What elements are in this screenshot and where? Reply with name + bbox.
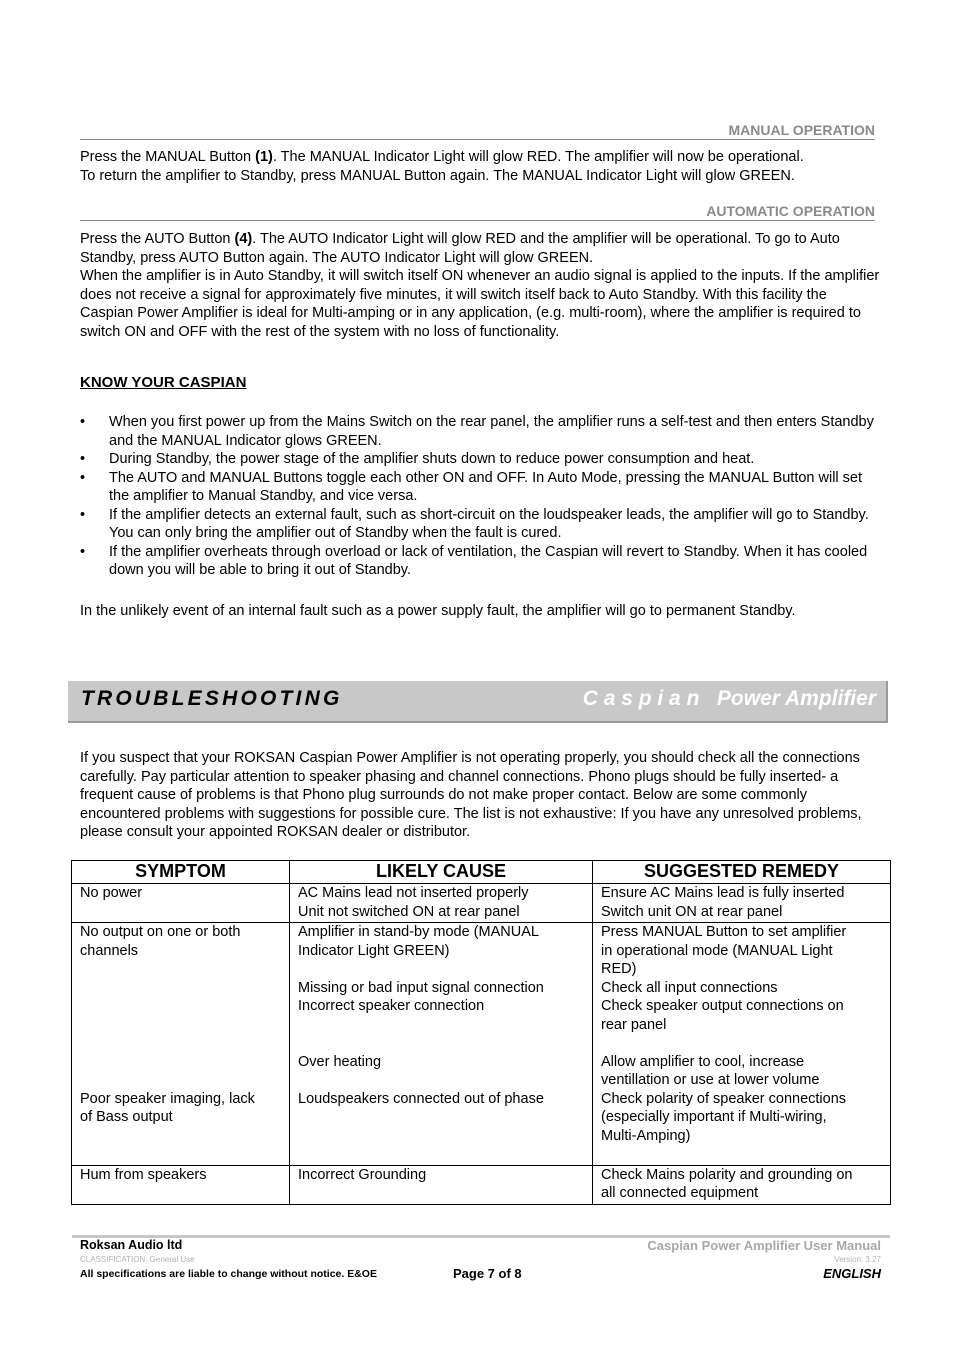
list-item (80, 413, 880, 450)
cell-line: Check all input connections (601, 979, 778, 996)
cell-symptom (72, 923, 290, 1166)
bullet-icon: • (80, 469, 86, 486)
footer-language: ENGLISH (823, 1266, 881, 1281)
bullet-icon: • (80, 414, 86, 430)
cell-line: Allow amplifier to cool, increase (601, 1053, 805, 1070)
cell-line: ventillation or use at lower volume (601, 1072, 820, 1088)
table-row (72, 1165, 891, 1204)
know-your-caspian-list (80, 413, 880, 580)
banner-title: TROUBLESHOOTING (81, 687, 343, 710)
auto-button-number: (4) (234, 231, 253, 247)
cell-line (80, 1016, 285, 1035)
cell-line (601, 1034, 886, 1053)
cell-line: Check Mains polarity and grounding on (601, 1166, 853, 1183)
cell-line: Loudspeakers connected out of phase (298, 1090, 544, 1107)
manual-button-number: (1) (255, 149, 273, 165)
cell-line (80, 1034, 285, 1053)
cell-symptom (72, 1165, 290, 1204)
cell-line (298, 1071, 588, 1090)
troubleshooting-banner (68, 681, 888, 723)
cell-likely-cause (290, 923, 593, 1166)
know-your-caspian-heading: KNOW YOUR CASPIAN (80, 374, 247, 391)
cell-line: Over heating (298, 1053, 382, 1070)
cell-line (80, 1071, 285, 1090)
cell-line (298, 1016, 588, 1035)
cell-line: AC Mains lead not inserted properly (298, 885, 529, 901)
footer-manual-title: Caspian Power Amplifier User Manual (647, 1238, 881, 1253)
cell-line: Check polarity of speaker connections (601, 1090, 847, 1107)
cell-line: Check speaker output connections on (601, 998, 844, 1014)
cell-line: Switch unit ON at rear panel (601, 903, 783, 920)
manual-line1-b: . The MANUAL Indicator Light will glow RED. The amplifier will now be operational. (272, 149, 804, 165)
bullet-text: When you first power up from the Mains Switch on the rear panel, the amplifier runs a self-test and then enters Standby and the MANUAL Indicator glows GREEN. (109, 414, 874, 449)
cell-line (298, 1034, 588, 1053)
automatic-operation-intro (80, 230, 880, 267)
cell-line: Poor speaker imaging, lack (80, 1090, 255, 1107)
bullet-text: If the amplifier detects an external fault, such as short-circuit on the loudspeaker leads, the amplifier will go to Standby. You can only bring the amplifier out of Standby when the fault is cured. (109, 506, 869, 541)
manual-operation-text (80, 148, 885, 185)
cell-line: of Bass output (80, 1109, 173, 1125)
bullet-text: The AUTO and MANUAL Buttons toggle each other ON and OFF. In Auto Mode, pressing the MANUAL Button will set the amplifier to Manual Standby, and vice versa. (109, 469, 863, 504)
cell-line (601, 1145, 886, 1164)
bullet-icon: • (80, 451, 86, 467)
manual-operation-heading: MANUAL OPERATION (80, 122, 875, 140)
cell-line: all connected equipment (601, 1185, 759, 1201)
auto-intro-b: . The AUTO Indicator Light will glow RED and the amplifier will be operational. To go to Auto Standby, press AUTO Button again. The AUTO Indicator Light will glow GREEN. (80, 231, 840, 266)
cell-line (80, 960, 285, 979)
list-item (80, 506, 880, 543)
bullet-icon: • (80, 506, 86, 523)
cell-suggested-remedy (593, 1165, 891, 1204)
list-item (80, 469, 880, 506)
cell-line: No power (80, 885, 143, 901)
cell-line: Incorrect Grounding (298, 1166, 427, 1183)
cell-line: Unit not switched ON at rear panel (298, 903, 520, 920)
cell-line: in operational mode (MANUAL Light (601, 942, 833, 959)
automatic-operation-text (80, 230, 880, 341)
troubleshooting-intro: If you suspect that your ROKSAN Caspian Power Amplifier is not operating properly, you should check all the connections carefully. Pay particular attention to speaker phasing and channel connections. Phono plugs should be fully inserted- a frequent cause of problems is that Phono plug surrounds do not make proper contact. Below are some commonly encountered problems with suggestions for possible cure. The list is not exhaustive: If you have any unresolved problems, please consult your appointed ROKSAN dealer or distributor. (80, 750, 862, 840)
table-header-row (72, 861, 891, 884)
know-your-caspian-closing: In the unlikely event of an internal fault such as a power supply fault, the amplifier will go to permanent Standby. (80, 603, 796, 619)
cell-line: channels (80, 942, 139, 959)
manual-operation-line-1 (80, 148, 885, 167)
header-symptom: SYMPTOM (72, 861, 290, 884)
manual-line1-a: Press the MANUAL Button (80, 149, 256, 165)
banner-subtitle: C a s p i a n Power Amplifier (582, 687, 876, 710)
automatic-operation-heading: AUTOMATIC OPERATION (80, 203, 875, 221)
cell-line: RED) (601, 961, 637, 977)
table-row (72, 923, 891, 1166)
table-row (72, 884, 891, 923)
bullet-text: During Standby, the power stage of the amplifier shuts down to reduce power consumption and heat. (109, 451, 755, 467)
cell-likely-cause (290, 1165, 593, 1204)
cell-line: (especially important if Multi-wiring, (601, 1109, 827, 1125)
list-item (80, 543, 880, 580)
bullet-icon: • (80, 543, 86, 560)
cell-line: rear panel (601, 1016, 667, 1033)
cell-suggested-remedy (593, 884, 891, 923)
troubleshooting-table (71, 860, 891, 1205)
header-likely-cause: LIKELY CAUSE (290, 861, 593, 884)
cell-line: Multi-Amping) (601, 1127, 691, 1144)
cell-likely-cause (290, 884, 593, 923)
cell-line (80, 979, 285, 998)
auto-intro-a: Press the AUTO Button (80, 231, 235, 247)
cell-line: Indicator Light GREEN) (298, 942, 450, 959)
footer-company: Roksan Audio ltd (80, 1238, 183, 1252)
footer-page-number: Page 7 of 8 (453, 1266, 522, 1281)
table-body (72, 884, 891, 1205)
cell-line: Press MANUAL Button to set amplifier (601, 924, 847, 940)
manual-operation-line-2: To return the amplifier to Standby, press MANUAL Button again. The MANUAL Indicator Light will glow GREEN. (80, 167, 795, 184)
cell-line: Amplifier in stand-by mode (MANUAL (298, 924, 539, 940)
footer-disclaimer: All specifications are liable to change without notice. E&OE (80, 1268, 377, 1280)
automatic-operation-body: When the amplifier is in Auto Standby, it will switch itself ON whenever an audio signal is applied to the inputs. If the amplifier does not receive a signal for approximately five minutes, it will switch itself back to Auto Standby. With this facility the Caspian Power Amplifier is ideal for Multi-amping or in any application, (e.g. multi-room), where the amplifier is required to switch ON and OFF with the rest of the system with no loss of functionality. (80, 268, 880, 340)
cell-line: Incorrect speaker connection (298, 998, 485, 1014)
cell-suggested-remedy (593, 923, 891, 1166)
cell-line: No output on one or both (80, 924, 241, 940)
cell-line: Ensure AC Mains lead is fully inserted (601, 885, 845, 901)
cell-line (80, 1053, 285, 1072)
header-suggested-remedy: SUGGESTED REMEDY (593, 861, 891, 884)
cell-line (298, 960, 588, 979)
footer-classification: CLASSIFICATION: General Use (80, 1255, 195, 1264)
cell-line: Missing or bad input signal connection (298, 979, 544, 996)
cell-line: Hum from speakers (80, 1166, 207, 1183)
bullet-text: If the amplifier overheats through overload or lack of ventilation, the Caspian will revert to Standby. When it has cooled down you will be able to bring it out of Standby. (109, 543, 868, 578)
cell-symptom (72, 884, 290, 923)
list-item (80, 450, 880, 469)
footer-version: Version: 3.27 (834, 1255, 881, 1264)
cell-line (80, 997, 285, 1016)
